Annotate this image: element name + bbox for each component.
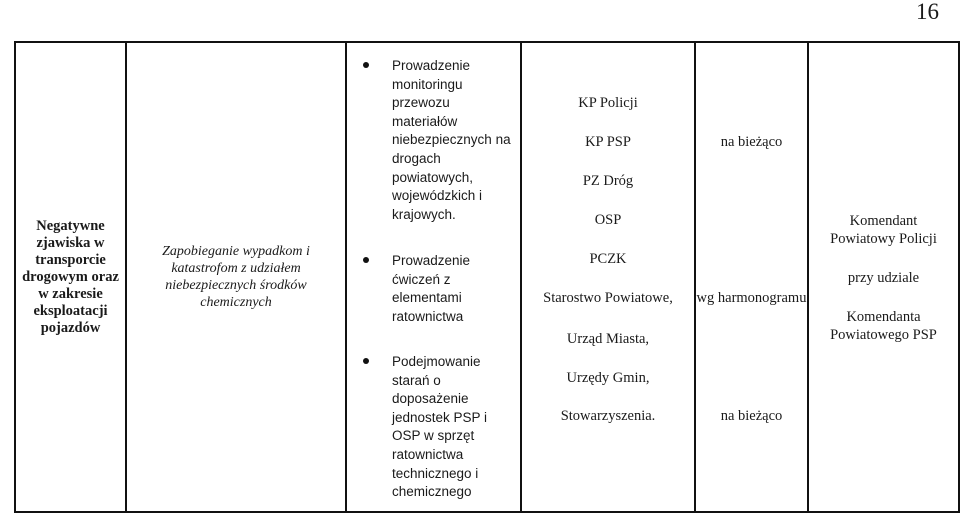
term-item: na bieżąco xyxy=(720,134,783,150)
unit-item: Starostwo Powiatowe, xyxy=(543,290,673,306)
action-text: Podejmowanie starań o doposażenie jednostek PSP i OSP w sprzęt ratownictwa technicznego i chemicznego xyxy=(392,354,488,500)
plan-table xyxy=(14,41,960,513)
bullet-icon xyxy=(363,358,369,364)
responsible-line: przy udziale xyxy=(847,270,920,286)
bullet-icon xyxy=(363,257,369,263)
actions-cell xyxy=(346,42,521,512)
unit-item: Urzędy Gmin, xyxy=(566,370,650,386)
responsible-cell xyxy=(808,42,959,512)
unit-item: KP PSP xyxy=(585,134,631,150)
term-item: na bieżąco xyxy=(720,408,783,424)
unit-item: Urząd Miasta, xyxy=(566,331,650,347)
action-text: Prowadzenie ćwiczeń z elementami ratownictwa xyxy=(392,253,471,324)
category-text: Negatywne zjawiska w transporcie drogowym oraz w zakresie eksploatacji pojazdów xyxy=(22,217,119,336)
task-text: Zapobieganie wypadkom i katastrofom z udziałem niebezpiecznych środków chemicznych xyxy=(162,244,310,310)
term-item: wg harmonogramu xyxy=(696,290,807,306)
bullet-icon xyxy=(363,62,369,68)
table-row xyxy=(15,42,959,512)
unit-item: PCZK xyxy=(589,251,627,267)
responsible-line: Komendant xyxy=(849,213,918,229)
unit-item: KP Policji xyxy=(578,95,638,111)
page-number: 16 xyxy=(916,0,939,24)
terms-cell xyxy=(695,42,808,512)
unit-item: PZ Dróg xyxy=(582,173,634,189)
unit-item: Stowarzyszenia. xyxy=(560,408,656,424)
unit-item: OSP xyxy=(594,212,622,228)
task-cell xyxy=(126,42,346,512)
units-cell xyxy=(521,42,695,512)
responsible-line: Komendanta xyxy=(846,309,921,325)
responsible-line: Powiatowego PSP xyxy=(830,327,937,343)
category-cell xyxy=(15,42,126,512)
responsible-line: Powiatowy Policji xyxy=(830,231,937,247)
action-text: Prowadzenie monitoringu przewozu materiałów niebezpiecznych na drogach powiatowych, wojewódzkich i krajowych. xyxy=(392,58,511,222)
